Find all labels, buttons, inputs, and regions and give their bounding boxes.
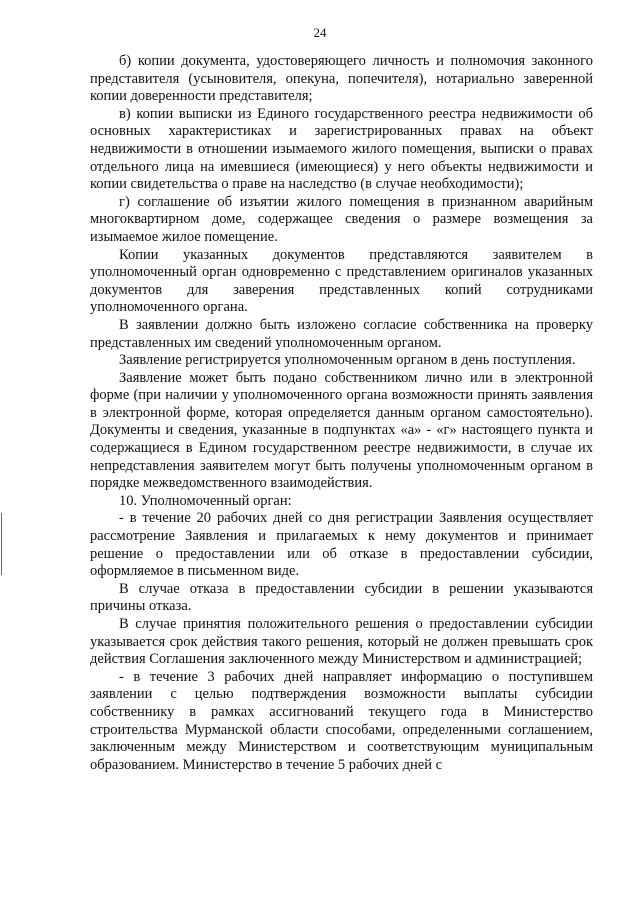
paragraph-item-g: г) соглашение об изъятии жилого помещения в признанном аварийным многоквартирном доме, содержащее сведения о размере возмещения за изымаемое жилое помещение. (90, 193, 593, 245)
page-number: 24 (313, 25, 327, 40)
paragraph-positive-decision: В случае принятия положительного решения о предоставлении субсидии указывается срок действия такого решения, который не должен превышать срок действия Соглашения заключенного между Министерством и администрацией; (90, 616, 593, 668)
document-body (90, 53, 593, 774)
paragraph-20-days: - в течение 20 рабочих дней со дня регистрации Заявления осуществляет рассмотрение Заявления и прилагаемых к нему документов и принимает решение о предоставлении или об отказе в предоставлении субсидии, оформляемое в письменном виде. (90, 510, 593, 580)
paragraph-section-10-heading: 10. Уполномоченный орган: (119, 492, 292, 509)
paragraph-submission: Заявление может быть подано собственником лично или в электронной форме (при наличии у уполномоченного органа возможности принять заявления в электронной форме, которая определяется данным органом самостоятельно). Документы и сведения, указанные в подпунктах «а» - «г» настоящего пункта и содержащиеся в Едином государственном реестре недвижимости, в случае их непредставления заявителем могут быть получены уполномоченным органом в порядке межведомственного взаимодействия. (90, 369, 593, 492)
scan-edge-mark (1, 513, 2, 575)
paragraph-3-days: - в течение 3 рабочих дней направляет информацию о поступившем заявлении с целью подтверждения возможности выплаты субсидии собственнику в рамках ассигнований текущего года в Министерство строительства Мурманской области способами, определенными соглашением, заключенным между Министерством и соответствующим муниципальным образованием. Министерство в течение 5 рабочих дней с (90, 668, 593, 773)
paragraph-copies: Копии указанных документов представляются заявителем в уполномоченный орган одновременно с представлением оригиналов указанных документов для заверения представленных копий сотрудниками уполномоченного органа. (90, 246, 593, 316)
paragraph-item-b: б) копии документа, удостоверяющего личность и полномочия законного представителя (усыновителя, опекуна, попечителя), нотариально заверенной копии доверенности представителя; (90, 53, 593, 105)
paragraph-consent: В заявлении должно быть изложено согласие собственника на проверку представленных им сведений уполномоченным органом. (90, 316, 593, 351)
paragraph-item-v: в) копии выписки из Единого государственного реестра недвижимости об основных характеристиках и зарегистрированных правах на объект недвижимости в отношении изымаемого жилого помещения, выписки о правах отдельного лица на имевшиеся (имеющиеся) у него объекты недвижимости и копии свидетельства о праве на наследство (в случае необходимости); (90, 105, 593, 193)
paragraph-registration: Заявление регистрируется уполномоченным органом в день поступления. (119, 352, 576, 369)
paragraph-refusal: В случае отказа в предоставлении субсидии в решении указываются причины отказа. (90, 580, 593, 615)
